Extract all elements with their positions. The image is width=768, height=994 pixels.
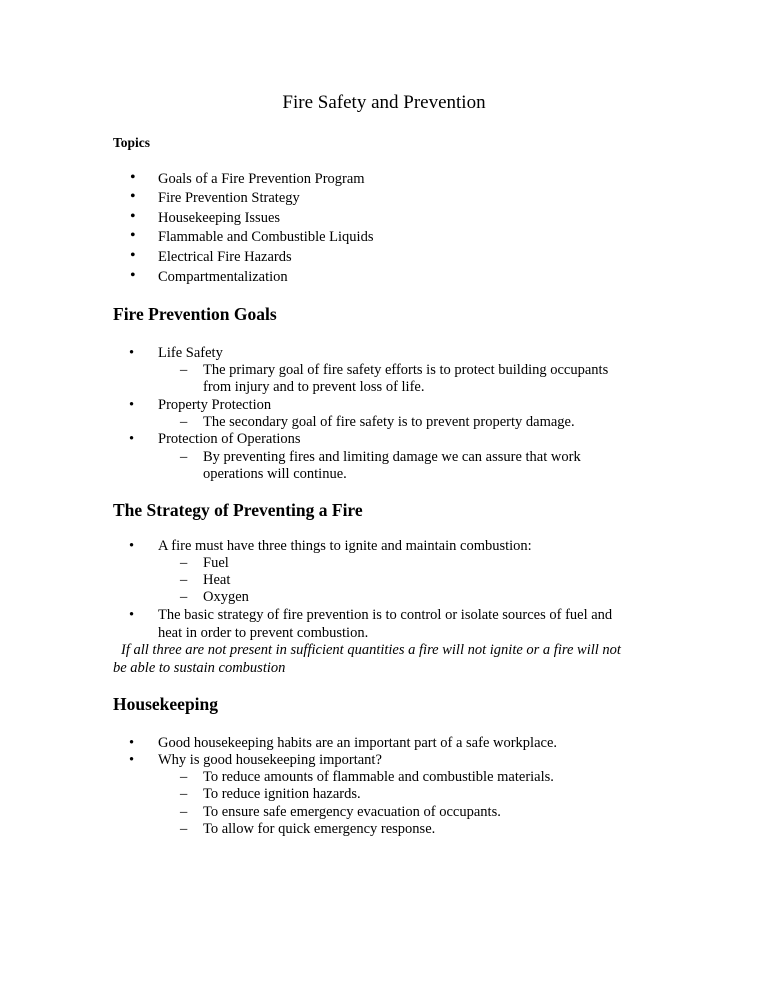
sub-item: Heat — [203, 572, 231, 588]
topic-item: Flammable and Combustible Liquids — [158, 229, 374, 245]
bullet: • — [130, 188, 136, 205]
bullet: • — [130, 267, 136, 284]
document-title: Fire Safety and Prevention — [282, 92, 486, 113]
dash: – — [180, 589, 188, 605]
bullet: • — [130, 247, 136, 264]
bullet: • — [130, 169, 136, 186]
sub-item: operations will continue. — [203, 466, 347, 482]
topics-label: Topics — [113, 135, 151, 150]
topic-item: Compartmentalization — [158, 269, 288, 285]
bullet: • — [129, 735, 135, 751]
sub-item: To ensure safe emergency evacuation of occupants. — [203, 804, 501, 820]
dash: – — [180, 572, 188, 588]
list-item-continued: heat in order to prevent combustion. — [158, 625, 369, 641]
list-item: Life Safety — [158, 345, 223, 361]
section-heading-goals: Fire Prevention Goals — [113, 304, 277, 324]
bullet: • — [130, 208, 136, 225]
italic-note: If all three are not present in sufficient quantities a fire will not ignite or a fire will not — [121, 642, 621, 658]
sub-item: from injury and to prevent loss of life. — [203, 379, 425, 395]
dash: – — [180, 555, 188, 571]
list-item: A fire must have three things to ignite and maintain combustion: — [158, 538, 532, 554]
section-heading-housekeeping: Housekeeping — [113, 694, 219, 714]
sub-item: By preventing fires and limiting damage we can assure that work — [203, 449, 581, 465]
sub-item: To reduce amounts of flammable and combustible materials. — [203, 769, 554, 785]
dash: – — [180, 821, 188, 837]
dash: – — [180, 449, 188, 465]
sub-item: The primary goal of fire safety efforts is to protect building occupants — [203, 362, 609, 378]
bullet: • — [129, 397, 135, 413]
list-item: Good housekeeping habits are an important part of a safe workplace. — [158, 735, 558, 751]
list-item: Property Protection — [158, 397, 272, 413]
dash: – — [180, 362, 188, 378]
topic-item: Goals of a Fire Prevention Program — [158, 171, 365, 187]
sub-item: To reduce ignition hazards. — [203, 786, 361, 802]
dash: – — [180, 769, 188, 785]
sub-item: To allow for quick emergency response. — [203, 821, 436, 837]
list-item: Why is good housekeeping important? — [158, 752, 382, 768]
sub-item: Fuel — [203, 555, 229, 571]
dash: – — [180, 414, 188, 430]
bullet: • — [129, 431, 135, 447]
bullet: • — [129, 345, 135, 361]
bullet: • — [129, 752, 135, 768]
bullet: • — [130, 227, 136, 244]
topic-item: Housekeeping Issues — [158, 210, 281, 226]
topic-item: Electrical Fire Hazards — [158, 249, 292, 265]
bullet: • — [129, 607, 135, 623]
dash: – — [180, 804, 188, 820]
topic-item: Fire Prevention Strategy — [158, 190, 300, 206]
section-heading-strategy: The Strategy of Preventing a Fire — [113, 500, 363, 520]
sub-item: The secondary goal of fire safety is to prevent property damage. — [203, 414, 575, 430]
italic-note-continued: be able to sustain combustion — [113, 660, 286, 676]
dash: – — [180, 786, 188, 802]
sub-item: Oxygen — [203, 589, 249, 605]
list-item: Protection of Operations — [158, 431, 301, 447]
list-item: The basic strategy of fire prevention is to control or isolate sources of fuel and — [158, 607, 613, 623]
bullet: • — [129, 538, 135, 554]
